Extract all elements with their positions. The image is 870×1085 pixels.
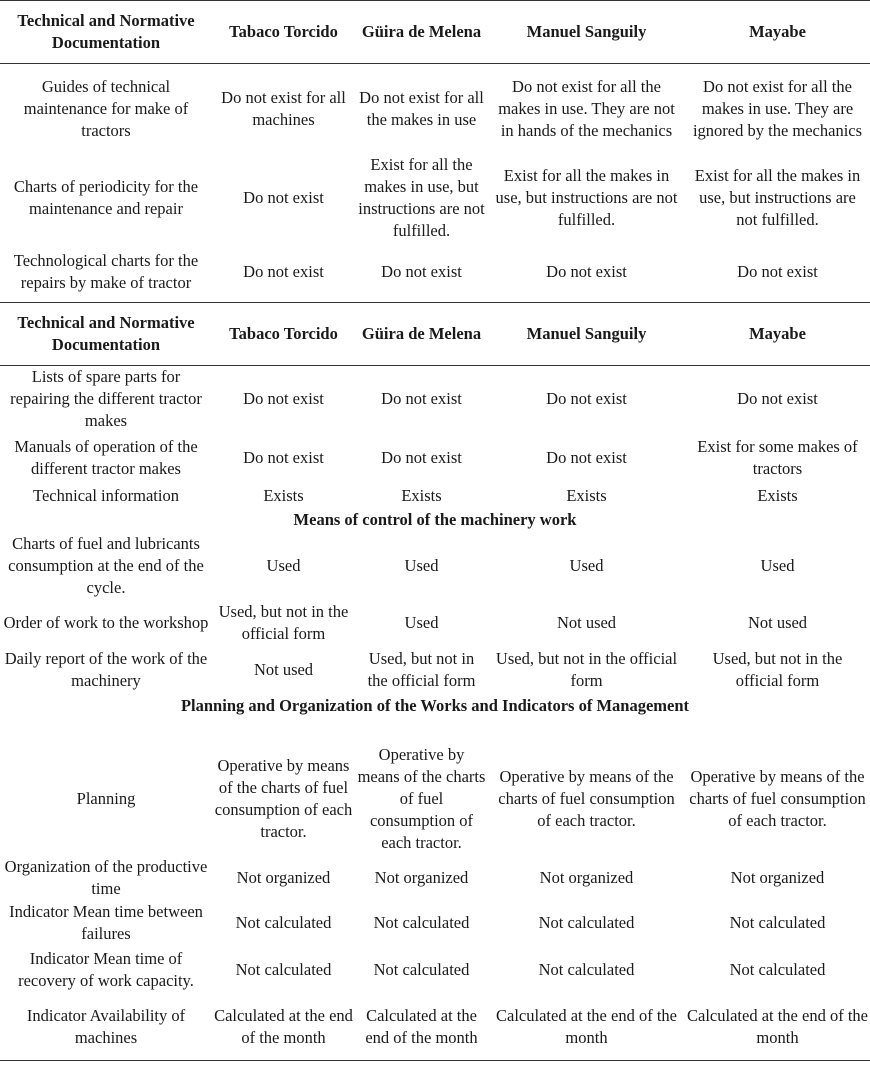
header-guira-de-melena: Güira de Melena	[355, 303, 488, 366]
header-row-repeat	[0, 303, 870, 366]
cell: Do not exist	[381, 448, 462, 467]
cell: Do not exist	[243, 262, 324, 281]
cell: Do not exist	[737, 262, 818, 281]
cell: Not organized	[730, 868, 825, 887]
table-row	[0, 532, 870, 600]
cell: Not calculated	[538, 960, 635, 979]
cell: Do not exist	[243, 448, 324, 467]
cell: Do not exist for all the makes in use. They are ignored by the mechanics	[692, 77, 863, 140]
row-label: Order of work to the workshop	[3, 613, 209, 632]
row-label: Manuals of operation of the different tractor makes	[14, 437, 198, 478]
table-row	[0, 646, 870, 694]
cell: Calculated at the end of the month	[488, 994, 685, 1061]
cell: Do not exist	[546, 262, 627, 281]
cell: Used, but not in the official form	[218, 602, 349, 643]
header-mayabe: Mayabe	[685, 303, 870, 366]
cell: Not used	[556, 613, 617, 632]
header-doc: Technical and Normative Documentation	[0, 1, 212, 64]
header-mayabe: Mayabe	[685, 1, 870, 64]
cell: Not calculated	[729, 960, 826, 979]
header-row	[0, 1, 870, 64]
table-row	[0, 946, 870, 994]
cell: Used	[760, 556, 795, 575]
cell: Operative by means of the charts of fuel consumption of each tractor.	[214, 756, 353, 841]
cell: Used	[569, 556, 604, 575]
cell: Not calculated	[235, 913, 332, 932]
header-manuel-sanguily: Manuel Sanguily	[488, 1, 685, 64]
table-row	[0, 742, 870, 856]
cell: Calculated at the end of the month	[212, 994, 355, 1061]
row-label: Indicator Availability of machines	[0, 994, 212, 1061]
cell: Not used	[747, 613, 808, 632]
header-tabaco-torcido: Tabaco Torcido	[212, 1, 355, 64]
table-row	[0, 64, 870, 155]
table-row	[0, 366, 870, 433]
cell: Exist for some makes of tractors	[697, 437, 858, 478]
cell: Used, but not in the official form	[495, 649, 678, 690]
row-label: Indicator Mean time of recovery of work capacity.	[18, 949, 194, 990]
section-heading-row	[0, 508, 870, 532]
cell: Exist for all the makes in use, but instructions are not fulfilled.	[694, 166, 861, 229]
section-control-title: Means of control of the machinery work	[293, 510, 577, 529]
cell: Operative by means of the charts of fuel consumption of each tractor.	[689, 767, 866, 830]
spacer-row	[0, 718, 870, 742]
cell: Used, but not in the official form	[367, 649, 476, 690]
section-planning-title: Planning and Organization of the Works and Indicators of Management	[180, 696, 690, 715]
cell: Do not exist	[381, 262, 462, 281]
cell: Not calculated	[729, 913, 826, 932]
header-manuel-sanguily: Manuel Sanguily	[488, 303, 685, 366]
table-row	[0, 154, 870, 242]
section-heading-row	[0, 694, 870, 718]
cell: Operative by means of the charts of fuel consumption of each tractor.	[498, 767, 675, 830]
row-label: Charts of fuel and lubricants consumption at the end of the cycle.	[8, 534, 204, 597]
cell: Used, but not in the official form	[712, 649, 843, 690]
cell: Used	[404, 613, 439, 632]
row-label: Charts of periodicity for the maintenance and repair	[13, 177, 199, 218]
cell: Not used	[253, 660, 314, 679]
cell: Do not exist	[737, 389, 818, 408]
cell: Exists	[263, 486, 304, 505]
row-label: Lists of spare parts for repairing the different tractor makes	[10, 367, 202, 430]
cell: Not calculated	[373, 960, 470, 979]
row-label: Planning	[76, 789, 136, 808]
row-label: Daily report of the work of the machinery	[4, 649, 208, 690]
row-label: Technical information	[33, 486, 179, 505]
table-row	[0, 242, 870, 303]
cell: Used	[404, 556, 439, 575]
cell: Do not exist	[243, 389, 324, 408]
header-guira-de-melena: Güira de Melena	[355, 1, 488, 64]
cell: Exists	[566, 486, 607, 505]
cell: Used	[266, 556, 301, 575]
cell: Calculated at the end of the month	[355, 994, 488, 1061]
cell: Exists	[401, 486, 442, 505]
cell: Do not exist	[243, 188, 324, 207]
cell: Do not exist	[546, 389, 627, 408]
header-tabaco-torcido: Tabaco Torcido	[212, 303, 355, 366]
cell: Not calculated	[235, 960, 332, 979]
cell: Do not exist for all the makes in use	[359, 88, 484, 129]
table-row	[0, 600, 870, 646]
cell: Exists	[757, 486, 798, 505]
cell: Do not exist	[546, 448, 627, 467]
header-doc: Technical and Normative Documentation	[0, 303, 212, 366]
cell: Exist for all the makes in use, but instructions are not fulfilled.	[358, 155, 485, 240]
cell: Exist for all the makes in use, but instructions are not fulfilled.	[495, 166, 678, 229]
row-label: Organization of the productive time	[4, 857, 208, 898]
table-row	[0, 994, 870, 1061]
table-row	[0, 856, 870, 900]
cell: Do not exist for all machines	[221, 88, 346, 129]
table-row	[0, 432, 870, 484]
cell: Not calculated	[373, 913, 470, 932]
cell: Operative by means of the charts of fuel consumption of each tractor.	[357, 745, 486, 852]
row-label: Technological charts for the repairs by make of tractor	[13, 251, 199, 292]
row-label: Guides of technical maintenance for make of tractors	[23, 77, 189, 140]
cell: Calculated at the end of the month	[685, 994, 870, 1061]
cell: Not organized	[236, 868, 331, 887]
table-row	[0, 484, 870, 508]
cell: Not calculated	[538, 913, 635, 932]
cell: Not organized	[539, 868, 634, 887]
row-label: Indicator Mean time between failures	[9, 902, 203, 943]
cell: Do not exist for all the makes in use. They are not in hands of the mechanics	[498, 77, 675, 140]
table-row	[0, 900, 870, 946]
cell: Not organized	[374, 868, 469, 887]
cell: Do not exist	[381, 389, 462, 408]
